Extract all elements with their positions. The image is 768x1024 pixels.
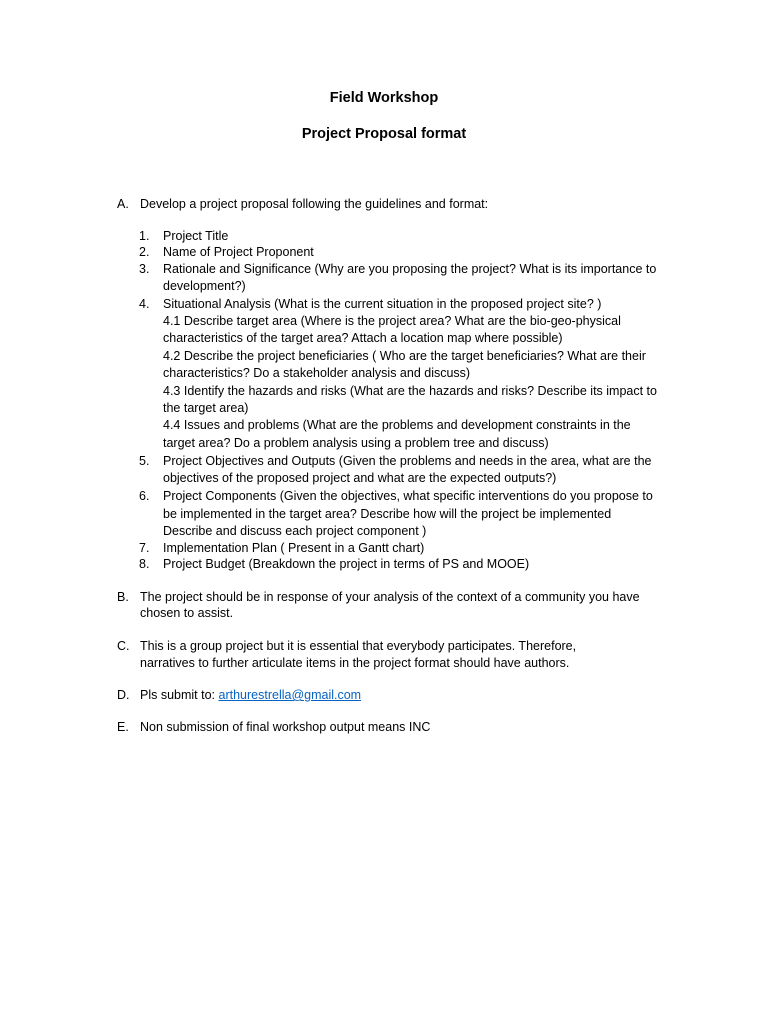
list-item-project-proponent: Name of Project Proponent <box>163 245 314 259</box>
section-d-marker: D. <box>117 688 130 702</box>
section-a-intro: Develop a project proposal following the guidelines and format: <box>140 197 489 211</box>
section-d-line <box>140 687 361 703</box>
subitem-4-2-line1: 4.2 Describe the project beneficiaries ( Who are the target beneficiaries? What are their <box>163 349 646 363</box>
section-e-marker: E. <box>117 720 129 734</box>
subitem-4-4-line2: target area? Do a problem analysis using a problem tree and discuss) <box>163 436 549 450</box>
list-item-components-line1: Project Components (Given the objectives, what specific interventions do you propose to <box>163 489 653 503</box>
section-b-marker: B. <box>117 590 129 604</box>
subitem-4-2-line2: characteristics? Do a stakeholder analysis and discuss) <box>163 366 471 380</box>
subitem-4-1-line2: characteristics of the target area? Attach a location map where possible) <box>163 331 563 345</box>
list-item-project-budget: Project Budget (Breakdown the project in terms of PS and MOOE) <box>163 557 530 571</box>
section-c-line1: This is a group project but it is essential that everybody participates. Therefore, <box>140 639 577 653</box>
subitem-4-4-line1: 4.4 Issues and problems (What are the problems and development constraints in the <box>163 418 631 432</box>
section-b-line1: The project should be in response of your analysis of the context of a community you have <box>140 590 640 604</box>
list-item-implementation-plan: Implementation Plan ( Present in a Gantt chart) <box>163 541 425 555</box>
section-a-marker: A. <box>117 197 129 211</box>
email-link[interactable]: arthurestrella@gmail.com <box>218 688 362 702</box>
document-title: Field Workshop <box>329 90 439 106</box>
list-item-number: 8. <box>139 557 150 571</box>
section-b-line2: chosen to assist. <box>140 606 234 620</box>
list-item-number: 7. <box>139 541 150 555</box>
list-item-number: 5. <box>139 454 150 468</box>
document-subtitle: Project Proposal format <box>301 126 467 142</box>
list-item-number: 3. <box>139 262 150 276</box>
section-c-line2: narratives to further articulate items in the project format should have authors. <box>140 656 570 670</box>
list-item-number: 6. <box>139 489 150 503</box>
list-item-project-title: Project Title <box>163 229 229 243</box>
list-item-objectives-line2: objectives of the proposed project and what are the expected outputs?) <box>163 471 557 485</box>
list-item-number: 1. <box>139 229 150 243</box>
list-item-objectives-line1: Project Objectives and Outputs (Given the problems and needs in the area, what are the <box>163 454 652 468</box>
list-item-situational-analysis: Situational Analysis (What is the current situation in the proposed project site? ) <box>163 297 602 311</box>
subitem-4-1-line1: 4.1 Describe target area (Where is the project area? What are the bio-geo-physical <box>163 314 621 328</box>
list-item-rationale-line2: development?) <box>163 279 246 293</box>
section-c-marker: C. <box>117 639 130 653</box>
list-item-rationale-line1: Rationale and Significance (Why are you proposing the project? What is its importance to <box>163 262 657 276</box>
list-item-number: 2. <box>139 245 150 259</box>
list-item-components-line3: Describe and discuss each project component ) <box>163 524 427 538</box>
list-item-components-line2: be implemented in the target area? Describe how will the project be implemented <box>163 507 612 521</box>
subitem-4-3-line1: 4.3 Identify the hazards and risks (What are the hazards and risks? Describe its impact to <box>163 384 657 398</box>
list-item-number: 4. <box>139 297 150 311</box>
subitem-4-3-line2: the target area) <box>163 401 249 415</box>
submit-label: Pls submit to: <box>140 688 219 702</box>
section-e-text: Non submission of final workshop output means INC <box>140 720 431 734</box>
